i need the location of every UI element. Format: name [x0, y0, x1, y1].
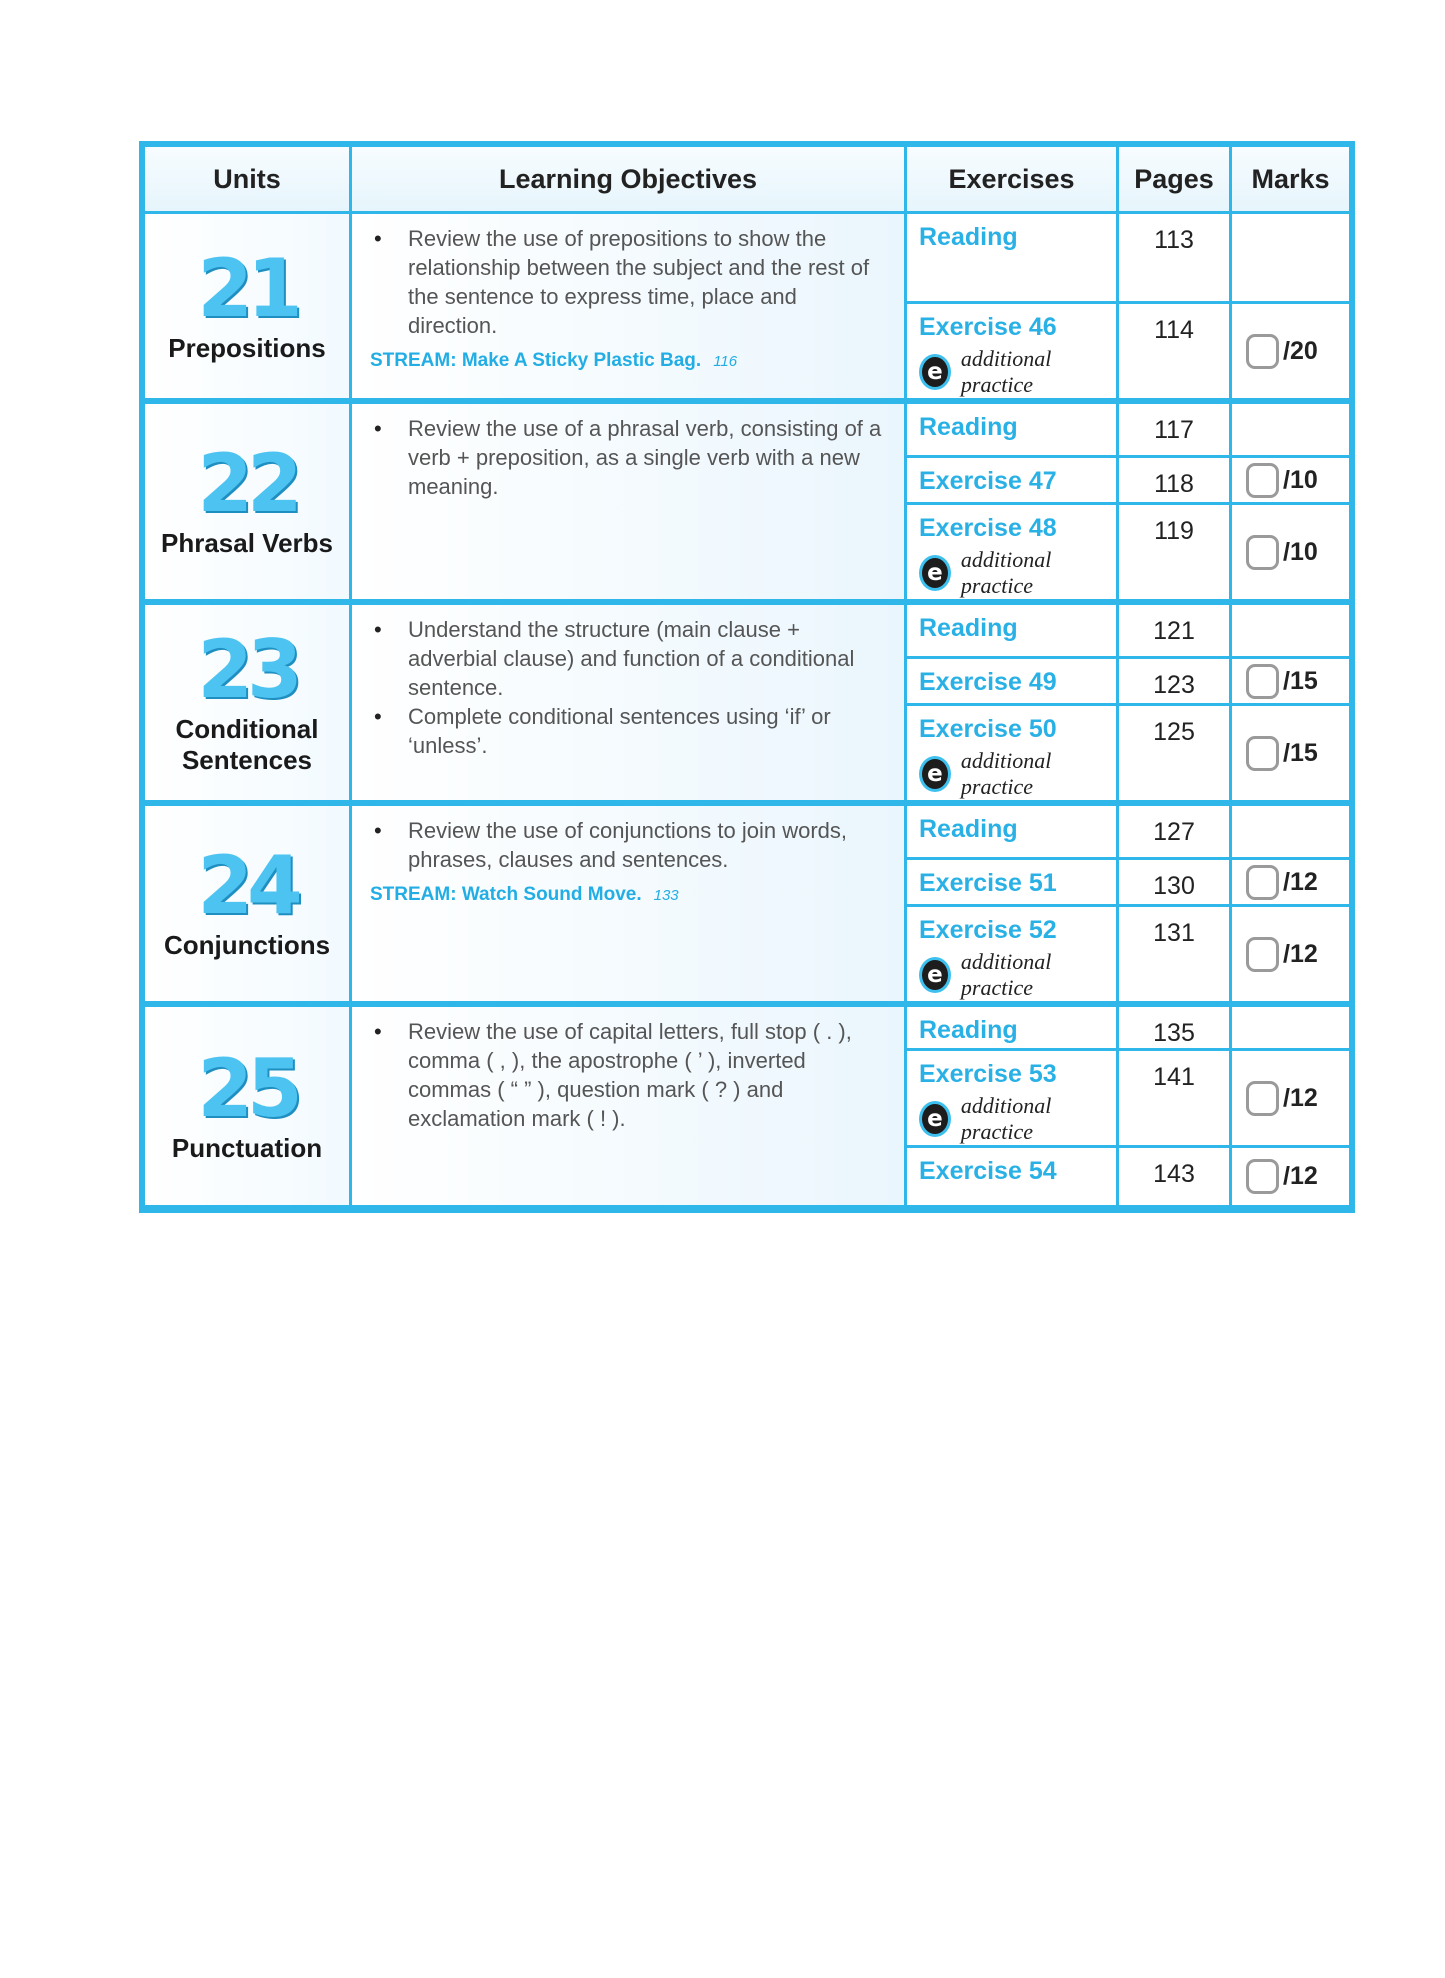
- objectives-cell: [352, 599, 907, 800]
- additional-practice-label: additional practice: [960, 346, 1052, 397]
- exercise-link[interactable]: Exercise 47: [919, 467, 1057, 495]
- additional-practice[interactable]: [919, 949, 1106, 1001]
- page-number: 127: [1119, 800, 1232, 857]
- mark-total: /10: [1283, 465, 1318, 494]
- page-number: 114: [1119, 301, 1232, 398]
- marks-cell: [1232, 1001, 1349, 1048]
- page-number: 141: [1119, 1048, 1232, 1145]
- header-pages: Pages: [1119, 147, 1232, 214]
- header-row: [145, 147, 1349, 214]
- objective-item: • Review the use of a phrasal verb, consisting of a verb + preposition, as a single verb with a new meaning.: [370, 414, 888, 501]
- exercise-link[interactable]: Reading: [919, 223, 1018, 251]
- unit-number: 24: [197, 839, 297, 932]
- objective-item: • Review the use of prepositions to show the relationship between the subject and the rest of the sentence to express time, place and direction.: [370, 224, 888, 340]
- objectives-list: [370, 414, 888, 501]
- marks-cell: [1232, 398, 1349, 455]
- stream-activity: [370, 350, 888, 372]
- exercise-cell: [907, 703, 1119, 800]
- e-practice-icon: e: [919, 957, 951, 993]
- header-objectives: Learning Objectives: [352, 147, 907, 214]
- unit-name: Conditional Sentences: [175, 713, 319, 775]
- marks-cell: [1232, 1048, 1349, 1145]
- table-row: [145, 214, 1349, 301]
- exercise-link[interactable]: Exercise 49: [919, 668, 1057, 696]
- exercise-cell: [907, 800, 1119, 857]
- page-number: 121: [1119, 599, 1232, 656]
- objectives-cell: [352, 1001, 907, 1205]
- page-number: 131: [1119, 904, 1232, 1001]
- page-number: 143: [1119, 1145, 1232, 1205]
- mark-entry: [1232, 334, 1349, 369]
- stream-page-ref: 133: [653, 887, 679, 904]
- marks-cell: [1232, 214, 1349, 301]
- marks-cell: [1232, 502, 1349, 599]
- mark-input-box[interactable]: [1246, 535, 1279, 570]
- unit-number: 25: [197, 1041, 297, 1135]
- exercise-cell: [907, 502, 1119, 599]
- exercise-cell: [907, 398, 1119, 455]
- marks-cell: [1232, 301, 1349, 398]
- mark-input-box[interactable]: [1246, 1159, 1279, 1194]
- unit-cell: [145, 398, 352, 599]
- mark-entry: [1232, 937, 1349, 972]
- marks-cell: [1232, 599, 1349, 656]
- unit-number: 21: [197, 241, 297, 335]
- exercise-cell: [907, 599, 1119, 656]
- stream-activity: [370, 884, 888, 906]
- additional-practice[interactable]: [919, 1093, 1106, 1145]
- syllabus-table-frame: [139, 141, 1355, 1213]
- exercise-cell: [907, 656, 1119, 703]
- e-practice-icon: e: [919, 756, 951, 792]
- header-marks: Marks: [1232, 147, 1349, 214]
- additional-practice-label: additional practice: [960, 949, 1052, 1000]
- mark-input-box[interactable]: [1246, 736, 1279, 771]
- unit-name: Phrasal Verbs: [161, 528, 333, 558]
- e-practice-icon: e: [919, 354, 951, 390]
- e-practice-icon: e: [919, 555, 951, 591]
- table-row: [145, 800, 1349, 857]
- additional-practice[interactable]: [919, 748, 1106, 800]
- mark-total: /15: [1283, 738, 1318, 767]
- additional-practice-label: additional practice: [960, 748, 1052, 799]
- mark-total: /20: [1283, 336, 1318, 365]
- unit-name: Punctuation: [171, 1132, 323, 1163]
- mark-input-box[interactable]: [1246, 937, 1279, 972]
- e-practice-icon: e: [919, 1101, 951, 1137]
- marks-cell: [1232, 656, 1349, 703]
- exercise-cell: [907, 904, 1119, 1001]
- exercise-link[interactable]: Exercise 48: [919, 514, 1057, 542]
- objectives-cell: [352, 800, 907, 1001]
- mark-entry: [1232, 865, 1349, 900]
- exercise-cell: [907, 857, 1119, 904]
- exercise-cell: [907, 301, 1119, 398]
- mark-input-box[interactable]: [1246, 664, 1279, 699]
- objectives-list: [370, 1017, 888, 1133]
- marks-cell: [1232, 455, 1349, 502]
- page-number: 125: [1119, 703, 1232, 800]
- marks-cell: [1232, 904, 1349, 1001]
- unit-name: Prepositions: [168, 332, 326, 363]
- mark-total: /12: [1283, 939, 1318, 968]
- header-exercises: Exercises: [907, 147, 1119, 214]
- stream-label: STREAM: Make A Sticky Plastic Bag.: [370, 350, 702, 371]
- exercise-link[interactable]: Exercise 50: [919, 715, 1057, 743]
- objectives-cell: [352, 398, 907, 599]
- unit-number: 22: [197, 437, 297, 530]
- exercise-link[interactable]: Exercise 54: [919, 1157, 1057, 1185]
- exercise-cell: [907, 214, 1119, 301]
- unit-cell: [145, 800, 352, 1001]
- exercise-link[interactable]: Exercise 51: [919, 869, 1057, 897]
- mark-total: /12: [1283, 1162, 1318, 1190]
- mark-total: /10: [1283, 537, 1318, 566]
- exercise-cell: [907, 1001, 1119, 1048]
- mark-total: /12: [1283, 1083, 1318, 1112]
- marks-cell: [1232, 1145, 1349, 1205]
- mark-entry: [1232, 736, 1349, 771]
- mark-total: /15: [1283, 666, 1318, 695]
- mark-input-box[interactable]: [1246, 463, 1279, 498]
- header-units: Units: [145, 147, 352, 214]
- table-body: [145, 214, 1349, 1205]
- page-number: 123: [1119, 656, 1232, 703]
- page-number: 130: [1119, 857, 1232, 904]
- syllabus-table: [145, 147, 1349, 1205]
- objective-item: • Understand the structure (main clause + adverbial clause) and function of a conditional sentence.: [370, 615, 888, 702]
- mark-entry: [1232, 535, 1349, 570]
- exercise-link[interactable]: Reading: [919, 1016, 1018, 1044]
- objectives-cell: [352, 214, 907, 398]
- unit-number: 23: [197, 622, 297, 716]
- stream-page-ref: 116: [713, 353, 738, 370]
- page-number: 113: [1119, 214, 1232, 301]
- stream-label: STREAM: Watch Sound Move.: [370, 884, 642, 905]
- unit-cell: [145, 599, 352, 800]
- exercise-link[interactable]: Exercise 52: [919, 916, 1057, 944]
- objective-item: • Review the use of conjunctions to join words, phrases, clauses and sentences.: [370, 816, 888, 874]
- exercise-link[interactable]: Reading: [919, 413, 1018, 441]
- exercise-cell: [907, 1048, 1119, 1145]
- mark-total: /12: [1283, 867, 1318, 896]
- page-number: 135: [1119, 1001, 1232, 1048]
- mark-input-box[interactable]: [1246, 334, 1279, 369]
- page-number: 119: [1119, 502, 1232, 599]
- mark-input-box[interactable]: [1246, 865, 1279, 900]
- table-row: [145, 398, 1349, 455]
- marks-cell: [1232, 703, 1349, 800]
- table-row: [145, 599, 1349, 656]
- exercise-link[interactable]: Reading: [919, 815, 1018, 843]
- mark-input-box[interactable]: [1246, 1081, 1279, 1116]
- exercise-link[interactable]: Reading: [919, 614, 1018, 642]
- objectives-list: [370, 224, 888, 340]
- exercise-cell: [907, 1145, 1119, 1205]
- additional-practice-label: additional practice: [960, 1093, 1052, 1144]
- additional-practice-label: additional practice: [960, 547, 1052, 598]
- objectives-list: [370, 615, 888, 760]
- unit-cell: [145, 1001, 352, 1205]
- unit-cell: [145, 214, 352, 398]
- objective-item: • Review the use of capital letters, full stop ( . ), comma ( , ), the apostrophe ( ’ ), inverted commas ( “ ” ), question mark ( ? ) and exclamation mark ( ! ).: [370, 1017, 888, 1133]
- mark-entry: [1232, 1159, 1349, 1194]
- additional-practice[interactable]: [919, 547, 1106, 599]
- table-row: [145, 1001, 1349, 1048]
- marks-cell: [1232, 857, 1349, 904]
- exercise-link[interactable]: Exercise 46: [919, 313, 1057, 341]
- exercise-link[interactable]: Exercise 53: [919, 1060, 1057, 1088]
- objectives-list: [370, 816, 888, 874]
- mark-entry: [1232, 664, 1349, 699]
- mark-entry: [1232, 463, 1349, 498]
- objective-item: • Complete conditional sentences using ‘if’ or ‘unless’.: [370, 702, 888, 760]
- unit-name: Conjunctions: [163, 930, 331, 960]
- page-number: 117: [1119, 398, 1232, 455]
- exercise-cell: [907, 455, 1119, 502]
- marks-cell: [1232, 800, 1349, 857]
- additional-practice[interactable]: [919, 346, 1106, 398]
- mark-entry: [1232, 1081, 1349, 1116]
- page-number: 118: [1119, 455, 1232, 502]
